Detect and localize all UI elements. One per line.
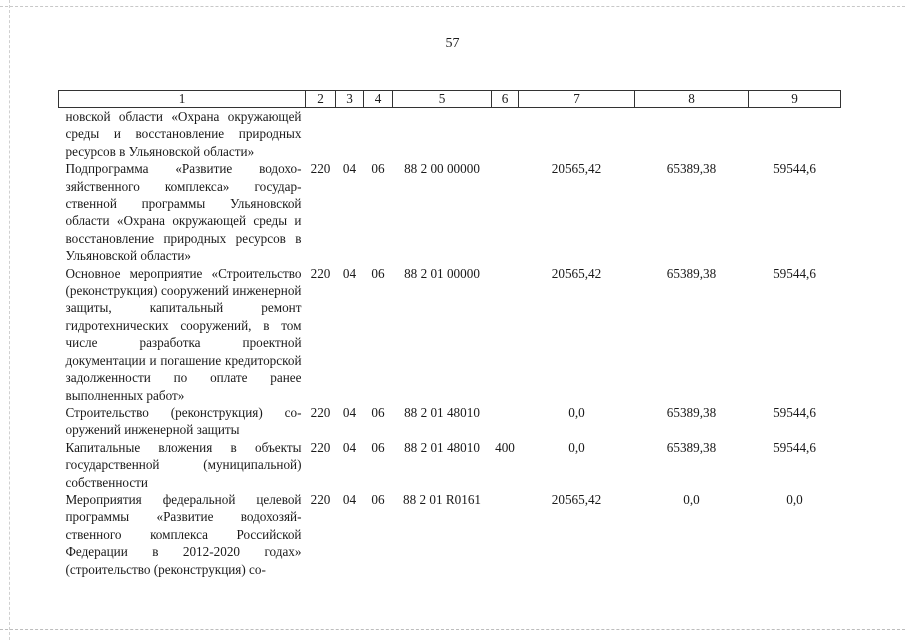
table-row [59, 404, 841, 439]
row-amount-7: 0,0 [568, 439, 585, 455]
table-row [59, 491, 841, 578]
row-code-3: 04 [342, 439, 357, 455]
column-header-3: 3 [336, 91, 364, 108]
row-code-4: 06 [371, 491, 385, 507]
row-amount-9: 59544,6 [773, 439, 816, 455]
table-row [59, 160, 841, 264]
row-code-6: 400 [495, 439, 515, 455]
row-name: Мероприятия федеральной целевой программы «Развитие водохозяйственного комплекса Российской Федерации в 2012-2020 годах» (строительство (реконструкция) со- [65, 491, 302, 577]
row-code-4: 06 [371, 404, 385, 420]
column-header-9: 9 [749, 91, 841, 108]
row-amount-8: 65389,38 [666, 404, 717, 420]
row-amount-8: 65389,38 [666, 161, 717, 177]
column-header-8: 8 [635, 91, 749, 108]
row-amount-9: 0,0 [786, 491, 803, 507]
row-amount-7: 20565,42 [551, 265, 602, 281]
row-code-6 [492, 491, 519, 578]
row-amount-7: 20565,42 [551, 161, 602, 177]
row-amount-9: 59544,6 [773, 404, 816, 420]
row-code-3: 04 [342, 265, 357, 281]
column-header-7: 7 [519, 91, 635, 108]
row-code-5: 88 2 00 00000 [404, 161, 480, 177]
row-code-4: 06 [371, 439, 385, 455]
row-code-2 [306, 108, 336, 161]
scan-edge-left [9, 0, 10, 640]
row-code-6 [492, 108, 519, 161]
row-code-6 [492, 265, 519, 404]
row-code-4: 06 [371, 161, 385, 177]
row-code-5: 88 2 01 R0161 [402, 491, 482, 507]
row-code-3: 04 [342, 491, 357, 507]
column-header-2: 2 [306, 91, 336, 108]
row-amount-8: 65389,38 [666, 439, 717, 455]
row-code-5: 88 2 01 00000 [404, 265, 480, 281]
table-header-row [59, 91, 841, 108]
row-name: Подпрограмма «Развитие водохозяйственного комплекса» государственной программы Ульяновской области «Охрана окружающей среды и восстановление природных ресурсов в Ульяновской области» [65, 161, 302, 264]
row-amount-9 [749, 108, 841, 161]
row-code-2: 220 [310, 404, 331, 420]
row-name: Основное мероприятие «Строительство (реконструкция) сооружений инженерной защиты, капитальный ремонт гидротехнических сооружений, в том числе разработка проектной документации и погашение кредиторской задолженности по оплате ранее выполненных работ» [65, 265, 302, 403]
row-code-2: 220 [310, 439, 331, 455]
budget-table [58, 90, 841, 578]
row-name: Строительство (реконструкция) сооружений инженерной защиты [65, 404, 302, 438]
row-amount-9: 59544,6 [773, 265, 816, 281]
row-name: Капитальные вложения в объекты государственной (муниципальной) собственности [65, 439, 302, 490]
page-number: 57 [445, 36, 460, 51]
row-amount-8 [635, 108, 749, 161]
row-amount-7: 0,0 [568, 404, 585, 420]
column-header-6: 6 [492, 91, 519, 108]
row-code-4: 06 [371, 265, 385, 281]
row-code-5: 88 2 01 48010 [404, 439, 480, 455]
table-row [59, 108, 841, 161]
scan-edge-bottom [0, 629, 905, 630]
column-header-5: 5 [393, 91, 492, 108]
row-amount-7 [519, 108, 635, 161]
column-header-4: 4 [364, 91, 393, 108]
row-code-3: 04 [342, 161, 357, 177]
row-code-5: 88 2 01 48010 [404, 404, 480, 420]
row-amount-8: 65389,38 [666, 265, 717, 281]
row-code-4 [364, 108, 393, 161]
row-amount-7: 20565,42 [551, 491, 602, 507]
row-code-6 [492, 404, 519, 439]
row-name: новской области «Охрана окружающей среды и восстановление природных ресурсов в Ульяновской области» [65, 109, 302, 159]
row-code-5 [393, 108, 492, 161]
row-amount-8: 0,0 [683, 491, 700, 507]
row-code-3: 04 [342, 404, 357, 420]
row-code-3 [336, 108, 364, 161]
table-row [59, 439, 841, 491]
row-amount-9: 59544,6 [773, 161, 816, 177]
row-code-2: 220 [310, 265, 331, 281]
column-header-1: 1 [59, 91, 306, 108]
scan-edge-top [0, 6, 905, 7]
row-code-2: 220 [310, 161, 331, 177]
row-code-6 [492, 160, 519, 264]
row-code-2: 220 [310, 491, 331, 507]
table-row [59, 265, 841, 404]
